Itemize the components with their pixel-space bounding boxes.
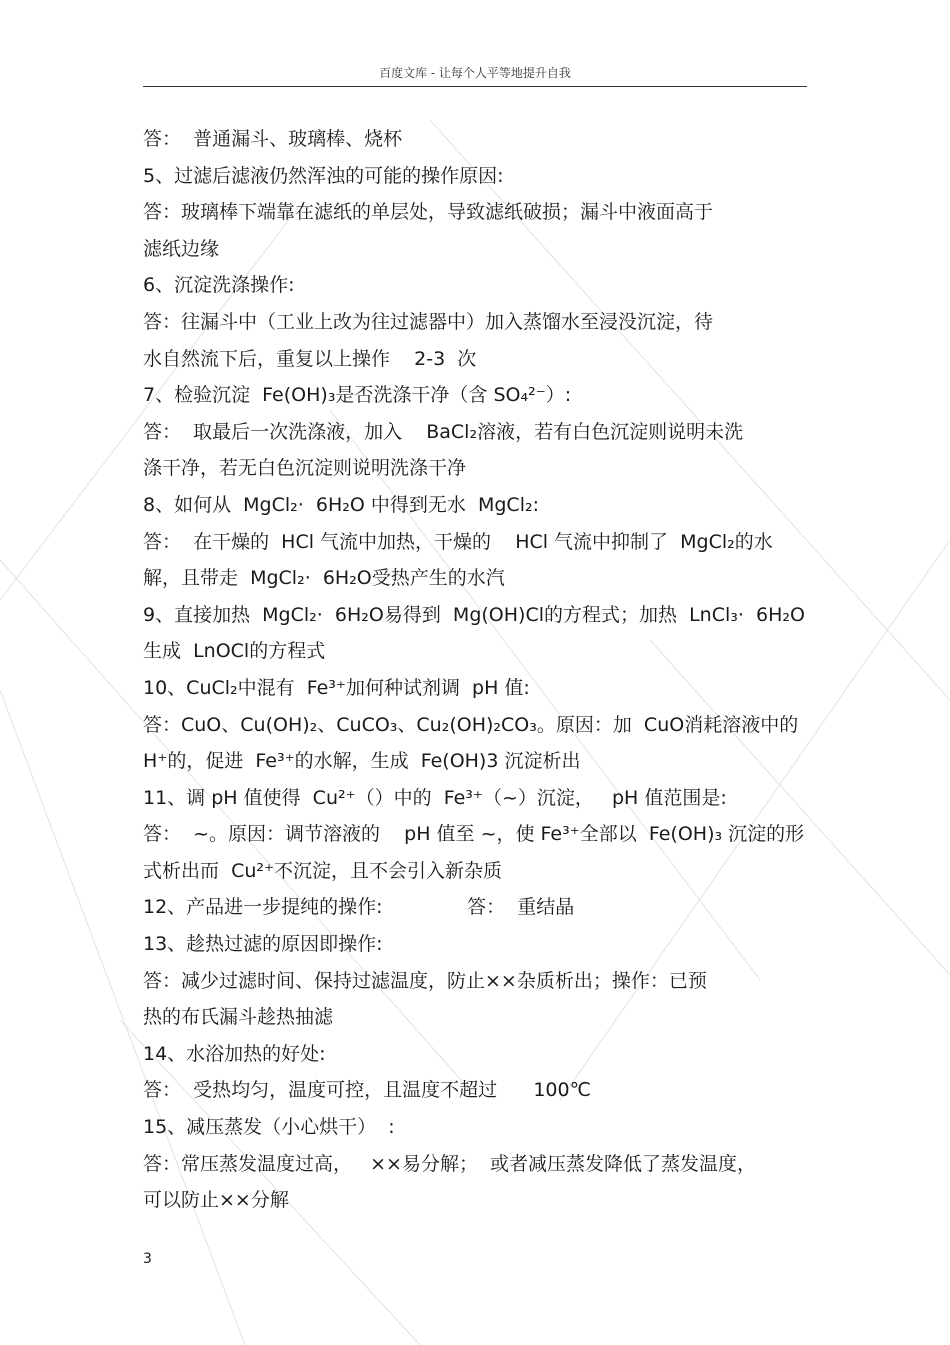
text-line: 答： 在干燥的 HCl 气流中加热，干燥的 HCl 气流中抑制了 MgCl₂的水 [143, 530, 773, 553]
text-line: 15、减压蒸发（小心烘干） : [143, 1116, 395, 1139]
text-line: 涤干净，若无白色沉淀则说明洗涤干净 [143, 457, 467, 480]
page-header: 百度文库 - 让每个人平等地提升自我 [143, 64, 807, 87]
text-line: 8、如何从 MgCl₂· 6H₂O 中得到无水 MgCl₂: [143, 493, 539, 516]
document-body [143, 123, 815, 1221]
text-line: 5、过滤后滤液仍然浑浊的可能的操作原因: [143, 164, 504, 187]
text-line: 6、沉淀洗涤操作: [143, 274, 295, 297]
text-line: 水自然流下后，重复以上操作 2-3 次 [143, 347, 477, 370]
text-line: 解，且带走 MgCl₂· 6H₂O受热产生的水汽 [143, 567, 505, 590]
text-line: 13、趁热过滤的原因即操作: [143, 933, 383, 956]
text-line: 答：减少过滤时间、保持过滤温度，防止××杂质析出；操作：已预 [143, 969, 707, 992]
page-number: 3 [143, 1251, 152, 1267]
text-line: 答： ~。原因：调节溶液的 pH 值至 ~，使 Fe³⁺全部以 Fe(OH)₃ 沉淀的形 [143, 823, 805, 846]
text-line: 11、调 pH 值使得 Cu²⁺（）中的 Fe³⁺（~）沉淀， pH 值范围是: [143, 786, 727, 809]
text-line: 答： 受热均匀，温度可控，且温度不超过 100℃ [143, 1079, 591, 1102]
text-line: 热的布氏漏斗趁热抽滤 [143, 1006, 334, 1029]
text-line: 9、直接加热 MgCl₂· 6H₂O易得到 Mg(OH)Cl的方程式；加热 LnCl₃· 6H₂O [143, 603, 805, 626]
text-line: 7、检验沉淀 Fe(OH)₃是否洗涤干净（含 SO₄²⁻）: [143, 384, 572, 407]
text-line: 答： 普通漏斗、玻璃棒、烧杯 [143, 128, 403, 150]
text-line: H⁺的，促进 Fe³⁺的水解，生成 Fe(OH)3 沉淀析出 [143, 750, 581, 773]
text-line: 12、产品进一步提纯的操作: 答： 重结晶 [143, 896, 575, 919]
text-line: 式析出而 Cu²⁺不沉淀，且不会引入新杂质 [143, 859, 503, 882]
text-line: 滤纸边缘 [143, 237, 220, 260]
text-line: 10、CuCl₂中混有 Fe³⁺加何种试剂调 pH 值: [143, 676, 530, 699]
text-line: 答： 取最后一次洗涤液，加入 BaCl₂溶液，若有白色沉淀则说明未洗 [143, 420, 744, 443]
text-line: 答：CuO、Cu(OH)₂、CuCO₃、Cu₂(OH)₂CO₃。原因：加 CuO消耗溶液中的 [143, 713, 799, 736]
text-line: 答：玻璃棒下端靠在滤纸的单层处，导致滤纸破损；漏斗中液面高于 [143, 201, 714, 224]
text-line: 14、水浴加热的好处: [143, 1042, 326, 1065]
text-line: 生成 LnOCl的方程式 [143, 640, 326, 663]
text-line: 答：常压蒸发温度过高， ××易分解； 或者减压蒸发降低了蒸发温度， [143, 1152, 757, 1175]
text-line: 答：往漏斗中（工业上改为往过滤器中）加入蒸馏水至浸没沉淀，待 [143, 310, 714, 333]
text-line: 可以防止××分解 [143, 1189, 289, 1212]
